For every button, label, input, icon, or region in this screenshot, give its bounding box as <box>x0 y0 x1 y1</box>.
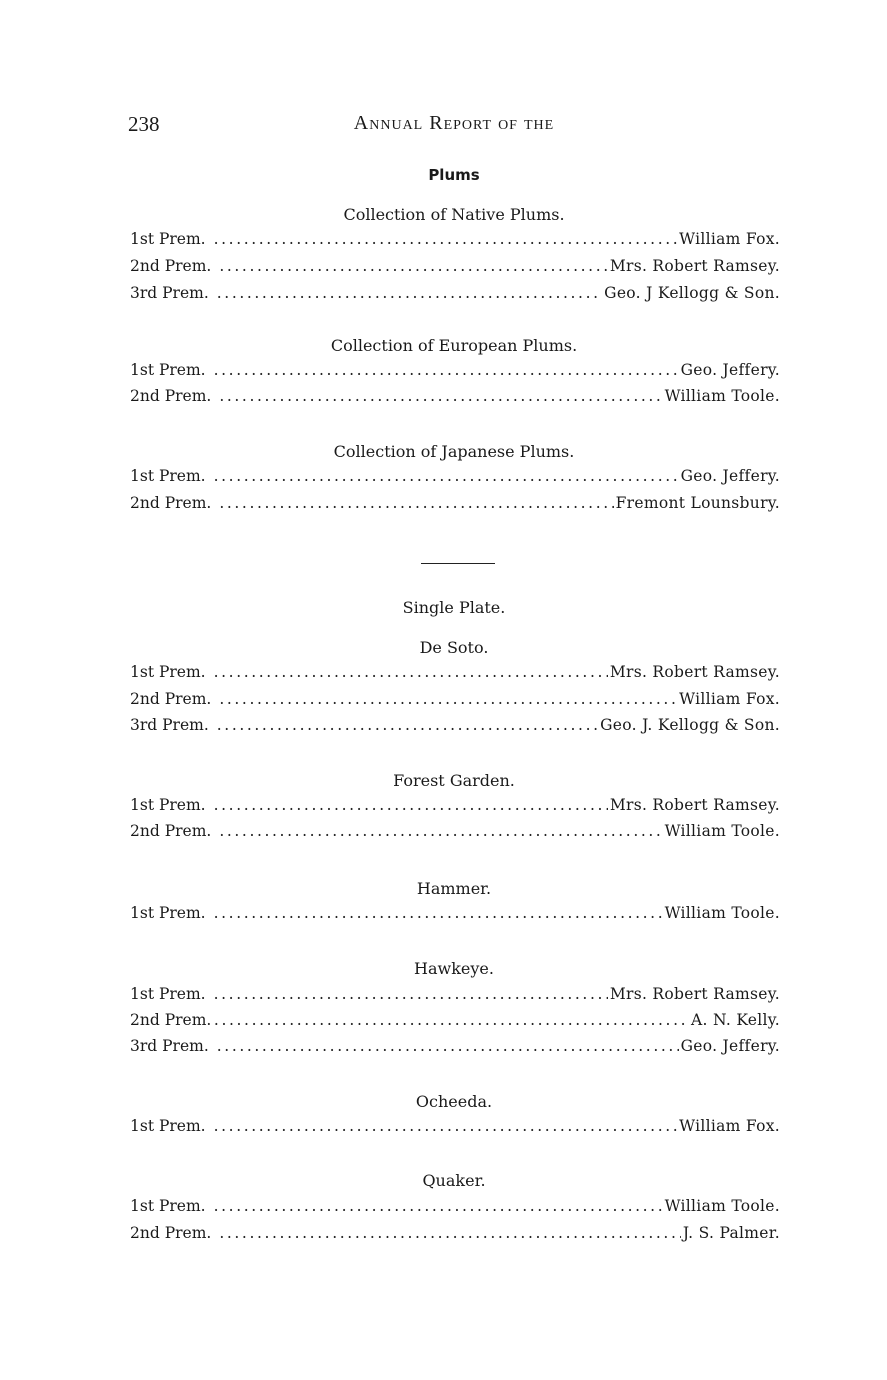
dot-leader <box>219 494 613 512</box>
variety-heading-de-soto: De Soto. <box>419 638 489 657</box>
entry-row <box>130 467 780 489</box>
entry-row <box>130 387 780 409</box>
winner-name: Geo. Jeffery. <box>680 467 780 485</box>
premium-label: 1st Prem. <box>130 1117 206 1135</box>
group-heading-european: Collection of European Plums. <box>330 336 578 355</box>
premium-label: 2nd Prem. <box>130 494 212 512</box>
premium-label: 1st Prem. <box>130 985 206 1003</box>
premium-label: 1st Prem. <box>130 230 206 248</box>
premium-label: 1st Prem. <box>130 467 206 485</box>
premium-label: 2nd Prem. <box>130 690 212 708</box>
premium-label: 1st Prem. <box>130 904 206 922</box>
winner-name: Geo. J Kellogg & Son. <box>604 284 780 302</box>
entry-row <box>130 361 780 383</box>
dot-leader <box>219 257 607 275</box>
dot-leader <box>217 716 598 734</box>
premium-label: 1st Prem. <box>130 663 206 681</box>
dot-leader <box>214 361 679 379</box>
dot-leader <box>217 1037 679 1055</box>
entry-row <box>130 1011 780 1033</box>
entry-row <box>130 904 780 926</box>
page-number: 238 <box>128 112 160 136</box>
entry-row <box>130 230 780 252</box>
entry-row <box>130 1224 780 1246</box>
winner-name: J. S. Palmer. <box>682 1224 780 1242</box>
header-title: Annual Report of the <box>353 112 555 134</box>
running-head <box>128 112 780 140</box>
group-heading-native: Collection of Native Plums. <box>343 205 565 224</box>
premium-label: 3rd Prem. <box>130 1037 209 1055</box>
premium-label: 2nd Prem. <box>130 387 212 405</box>
dot-leader <box>214 467 679 485</box>
section-divider <box>421 563 495 564</box>
variety-heading-quaker: Quaker. <box>422 1171 486 1190</box>
winner-name: William Toole. <box>664 822 780 840</box>
winner-name: Geo. Jeffery. <box>680 1037 780 1055</box>
premium-label: 2nd Prem <box>130 1011 207 1029</box>
winner-name: William Toole. <box>664 387 780 405</box>
dot-leader <box>219 822 662 840</box>
variety-heading-hammer: Hammer. <box>416 879 492 898</box>
winner-name: Geo. J. Kellogg & Son. <box>600 716 780 734</box>
winner-name: William Toole. <box>664 904 780 922</box>
winner-name: William Fox. <box>679 690 780 708</box>
winner-name: A. N. Kelly. <box>691 1011 780 1029</box>
entry-row <box>130 1037 780 1059</box>
premium-label: 2nd Prem. <box>130 822 212 840</box>
dot-leader <box>217 284 602 302</box>
winner-name: William Fox. <box>679 1117 780 1135</box>
dot-leader <box>219 690 677 708</box>
dot-leader <box>219 387 662 405</box>
premium-label: 2nd Prem. <box>130 1224 212 1242</box>
entry-row <box>130 985 780 1007</box>
winner-name: Geo. Jeffery. <box>680 361 780 379</box>
winner-name: Mrs. Robert Ramsey. <box>609 985 780 1003</box>
variety-heading-ocheeda: Ocheeda. <box>415 1092 493 1111</box>
entry-row <box>130 1117 780 1139</box>
dot-leader <box>214 796 608 814</box>
premium-label: 3rd Prem. <box>130 284 209 302</box>
premium-label: 1st Prem. <box>130 361 206 379</box>
dot-leader <box>206 1011 689 1029</box>
variety-heading-hawkeye: Hawkeye. <box>414 959 494 978</box>
entry-row <box>130 796 780 818</box>
entry-row <box>130 690 780 712</box>
winner-name: Mrs. Robert Ramsey. <box>609 663 780 681</box>
dot-leader <box>214 1117 678 1135</box>
premium-label: 1st Prem. <box>130 796 206 814</box>
winner-name: William Fox. <box>679 230 780 248</box>
dot-leader <box>214 230 678 248</box>
dot-leader <box>214 904 663 922</box>
entry-row <box>130 1197 780 1219</box>
entry-row <box>130 257 780 279</box>
section-title: Plums <box>428 166 480 184</box>
single-plate-title: Single Plate. <box>402 598 506 617</box>
winner-name: Mrs. Robert Ramsey. <box>609 257 780 275</box>
dot-leader <box>219 1224 681 1242</box>
entry-row <box>130 494 780 516</box>
entry-row <box>130 284 780 306</box>
entry-row <box>130 716 780 738</box>
entry-row <box>130 663 780 685</box>
premium-label: 2nd Prem. <box>130 257 212 275</box>
premium-label: 1st Prem. <box>130 1197 206 1215</box>
entry-row <box>130 822 780 844</box>
winner-name: Fremont Lounsbury. <box>615 494 780 512</box>
dot-leader <box>214 1197 663 1215</box>
dot-leader <box>214 663 608 681</box>
variety-heading-forest-garden: Forest Garden. <box>393 771 515 790</box>
dot-leader <box>214 985 608 1003</box>
premium-label: 3rd Prem. <box>130 716 209 734</box>
group-heading-japanese: Collection of Japanese Plums. <box>333 442 575 461</box>
winner-name: William Toole. <box>664 1197 780 1215</box>
winner-name: Mrs. Robert Ramsey. <box>609 796 780 814</box>
